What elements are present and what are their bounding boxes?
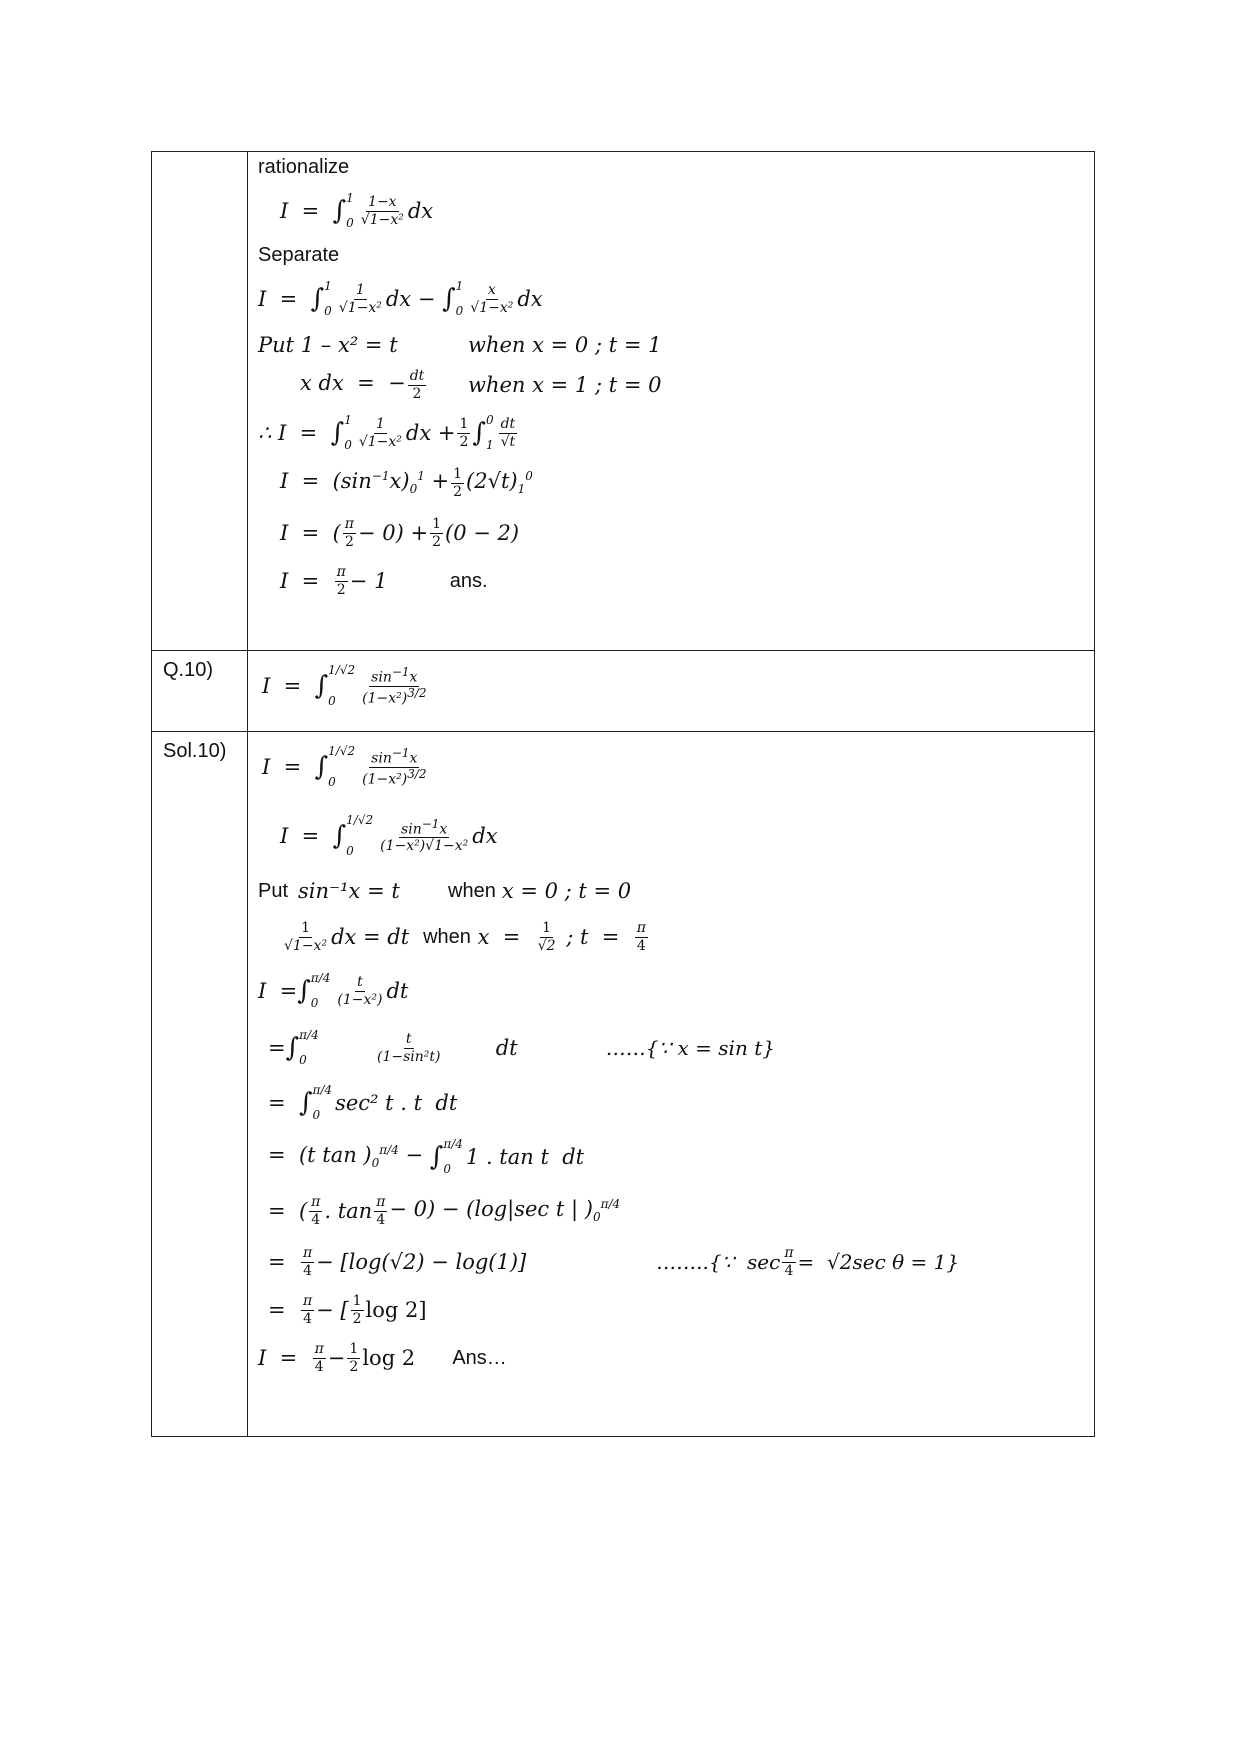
question-expr: I = ∫ 1/√2 0 $\frac{\sin^{-1}x}{(1-x^2)^{3/2}}$ [262,663,427,708]
table-row [152,732,1095,1437]
math-line: = ∫ π/4 0 $\frac{t}{\text{(1−sin²t)}}$ dt ……{∵ x = sin t} [268,1028,775,1067]
math-line [258,328,1094,362]
substitution: Put 1 – x² = t [258,333,398,357]
answer-label: ans. [449,569,488,592]
math-line: I = $\frac{\pi}{2}$ − 1 ans. [280,564,488,598]
substitution: sin⁻¹x = t [298,879,400,903]
math-line: $I = (\sin^{-1}x)_0^1$ + $\frac{1}{2}$ $(2√t)_1^0$ [280,466,533,500]
math-line: I = ∫ 1/√2 0 $\frac{\sin^{-1}x}{(1-x^2)^{3/2}}$ [262,744,427,789]
math-line: $\frac{1}{\text{√1−x²}}$ dx = dt when x = $\frac{1}{√2}$ ; t = $\frac{\pi}{4}$ [284,920,646,954]
step-text: Separate [258,243,340,266]
step-text: when [423,925,471,948]
answer-label: Ans… [452,1346,507,1369]
math-line [258,870,1094,912]
math-line: = $\frac{\pi}{4}$ − [ $\frac{1}{2}$ log 2] [268,1293,427,1327]
reason-note: ……{∵ x = sin t} [605,1036,775,1060]
math-line: = ∫ π/4 0 sec² t . t dt [268,1083,458,1122]
question-label: Q.10) [152,651,248,732]
math-line: I = $\frac{\pi}{4}$ − $\frac{1}{2}$ log 2 Ans… [258,1341,507,1375]
math-expr: I = [280,199,333,223]
solution-label: Sol.10) [152,732,248,1437]
math-line: I = ∫ 1 0 $\frac{1-x}{\text{√1−x²}}$ dx [280,191,434,230]
math-line: = (t $\tan )_0^{\pi/4}$ − ∫ π/4 0 1 . tan t dt [268,1137,585,1176]
math-line: I = ∫ 1 0 $\frac{1}{\text{√1−x²}}$ dx − ∫ 1 0 $\frac{x}{\text{√1−x²}}$ dx [258,279,543,318]
step-text: when [448,879,496,902]
step-text: rationalize [258,155,350,178]
math-line: I = ( $\frac{\pi}{2}$ − 0) + $\frac{1}{2}$ (0 − 2) [280,516,520,550]
math-line: I = ∫ 1/√2 0 $\frac{\sin^{-1}x}{\text{(1−x²)√1−x²}}$ dx [280,813,498,858]
step-text: Put [258,879,289,902]
solution-table [151,151,1095,1437]
prev-solution-cell [248,152,1095,651]
math-line: I = ∫ π/4 0 $\frac{t}{\text{(1−x²)}}$ dt [258,971,409,1010]
limits-note: when x = 0 ; t = 1 [468,333,662,357]
limits-note: x = 0 ; t = 0 [501,879,632,903]
math-line: = $\frac{\pi}{4}$ − [log(√2) − log(1)] ……..{∵ sec $\frac{\pi}{4}$ = √2sec θ = 1} [268,1245,960,1279]
table-row [152,651,1095,732]
math-line: ∴ I = ∫ 1 0 $\frac{1}{\text{√1−x²}}$ dx + $\frac{1}{2}$ ∫ 0 1 $\frac{dt}{√t}$ [258,413,516,452]
solution-cell [248,732,1095,1437]
math-line: = ( $\frac{\pi}{4}$ . tan $\frac{\pi}{4}$ − 0) − (log|sec t | )$_0^{\pi/4}$ [268,1194,621,1228]
question-cell [248,651,1095,732]
table-row [152,152,1095,651]
label-cell-empty [152,152,248,651]
math-line: x dx = − $\frac{dt}{2}$ when x = 1 ; t = 0 [300,368,662,402]
limits-note: when x = 1 ; t = 0 [468,373,662,397]
